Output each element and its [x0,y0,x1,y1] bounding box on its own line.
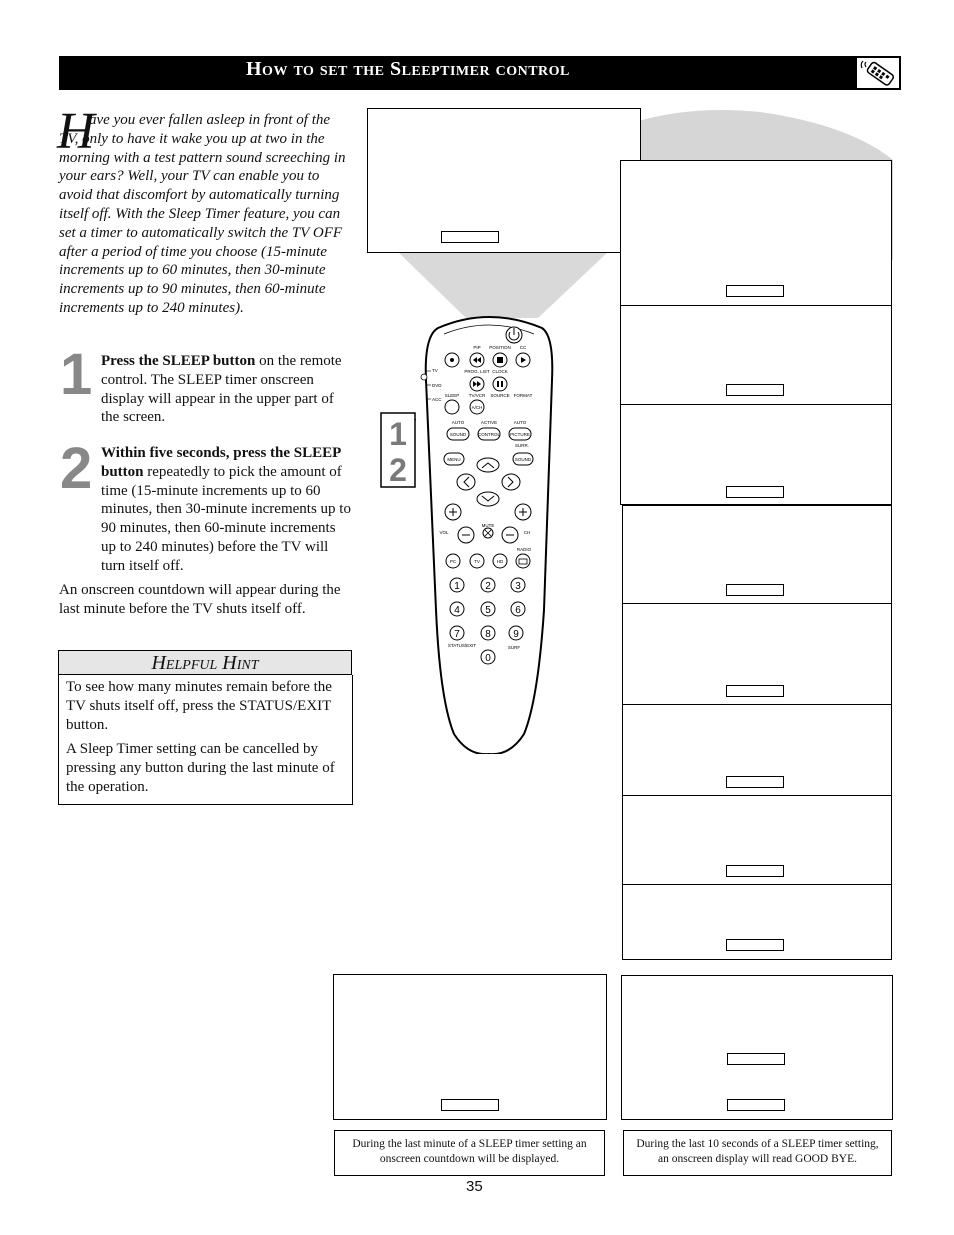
remote-label: 6 [515,605,521,616]
remote-label: HD [496,559,504,564]
remote-label: SLEEP [444,393,460,398]
remote-label: 1 [454,581,460,592]
pause-button [493,377,507,391]
step-1-rest: on the remote control. The SLEEP timer onscreen display will appear in the upper part of the screen. [101,353,342,426]
hint-paragraph-2: A Sleep Timer setting can be cancelled by pressing any button during the last minute of the operation. [66,741,335,795]
remote-label: 5 [485,605,491,616]
remote-label: DVD [432,383,442,388]
remote-label: TV [432,368,438,373]
screen-display-box [726,584,784,596]
countdown-note: An onscreen countdown will appear during the last minute before the TV shuts itself off. [59,582,341,617]
remote-label: CONTROL [477,432,501,437]
remote-label: AUTO [513,420,527,425]
remote-label: CH [523,530,531,535]
remote-label: SURR. [514,443,530,448]
remote-label: TV [474,559,480,564]
intro-paragraph: ave you ever fallen asleep in front of the TV, only to have it wake you up at two in the morning with a test pattern sound screeching in your ears? Well, your TV can enable you to avoid that discomfort by automatically turning itself off. With the Sleep Timer feature, you can set a timer to automatically switch the TV OFF after a period of time you choose (15-minute increments up to 60 minutes, then 30-minute increments up to 90 minutes, then 60-minute increments up to 240 minutes). [59,112,346,316]
screen-display-box [727,1099,785,1111]
remote-label: RADIO [516,547,532,552]
remote-label: PICTURE [510,432,530,437]
remote-control [414,310,564,754]
projection-beam [398,252,608,318]
remote-label: CC [519,345,527,350]
screen-display-box [726,776,784,788]
sleep-button [445,400,459,414]
remote-label: SOUND [514,457,532,462]
caption-goodbye: During the last 10 seconds of a SLEEP timer setting, an onscreen display will read GOOD BYE. [623,1130,892,1176]
remote-label: STATUS/EXIT [447,643,477,648]
remote-label: ACC [432,397,442,402]
step-callout [380,412,416,488]
remote-label: 4 [454,605,460,616]
remote-label: PC [449,559,457,564]
step-2-rest: repeatedly to pick the amount of time (15-minute increments up to 60 minutes, then 30-minute increments up to 90 minutes, then 60-minute increments up to 240 minutes) before the TV will turn itself off. [101,463,351,574]
drop-cap: H [57,103,95,160]
caption-countdown: During the last minute of a SLEEP timer setting an onscreen countdown will be displayed. [334,1130,605,1176]
remote-label: 7 [454,629,460,640]
remote-label: MUTE [481,523,495,528]
up-arrow-button [477,458,499,472]
remote-label: CLOCK [492,369,508,374]
callout-step-2: 2 [389,452,407,488]
left-arrow-button [457,474,475,490]
remote-label: SOUND [449,432,467,437]
remote-label: A/CH [471,405,483,410]
step-2-number: 2 [60,436,93,501]
remote-label: 9 [513,629,519,640]
screen-display-box [727,1053,785,1065]
remote-label: 3 [515,581,521,592]
remote-label: SURF [507,645,521,650]
screen-display-box [726,486,784,498]
remote-label: AUTO [451,420,465,425]
screen-display-box [441,1099,499,1111]
remote-label: TV/VCR [468,393,486,398]
remote-label: 0 [485,653,491,664]
step-2-bold: Within five seconds, press the SLEEP button [101,445,341,480]
down-arrow-button [477,492,499,506]
remote-label: VOL [439,530,449,535]
remote-label: ACTIVE [480,420,498,425]
callout-step-1: 1 [389,416,407,452]
remote-label: PIP [473,345,481,350]
hint-paragraph-1: To see how many minutes remain before the TV shuts itself off, press the STATUS/EXIT button. [66,679,332,733]
step-1-bold: Press the SLEEP button [101,353,256,369]
tv-screen-sleep-display [367,108,641,253]
screen-display-box [441,231,499,243]
step-1-number: 1 [60,342,93,407]
remote-label: PROG. LIST [464,369,490,374]
remote-label: 2 [485,581,491,592]
screen-display-box [726,939,784,951]
remote-label: POSITION [489,345,511,350]
radio-button [516,554,530,568]
right-arrow-button [502,474,520,490]
hint-title: Helpful Hint [58,650,352,675]
page-title: How to set the Sleeptimer control [246,58,570,80]
screen-display-box [726,865,784,877]
screen-display-box [726,685,784,697]
remote-label: MENU [447,457,461,462]
remote-label: SOURCE [490,393,510,398]
page-number: 35 [466,1178,483,1195]
remote-label: FORMAT [513,393,533,398]
screen-display-box [726,384,784,396]
remote-label: 8 [485,629,491,640]
screen-display-box [726,285,784,297]
